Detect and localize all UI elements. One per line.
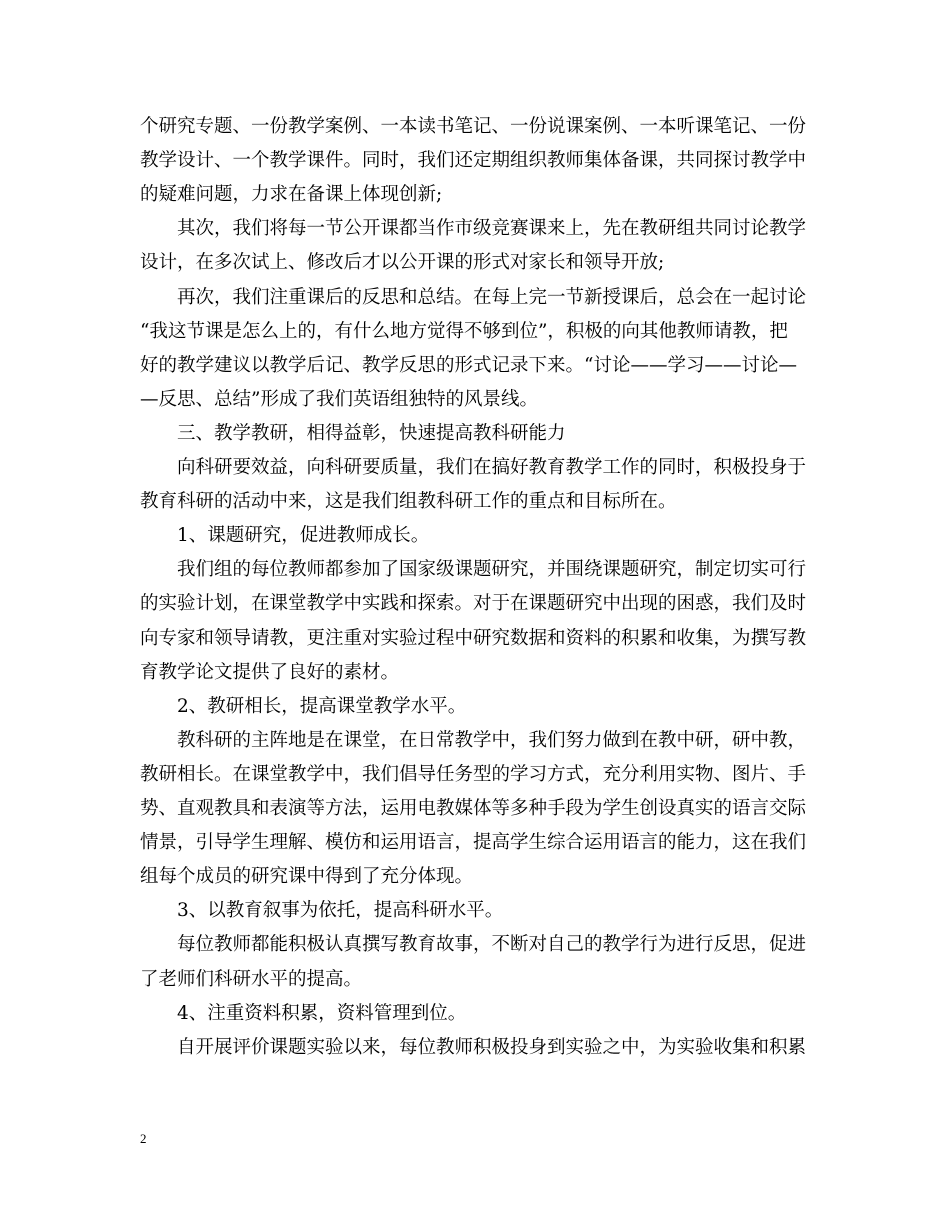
text-line: —反思、总结”形成了我们英语组独特的风景线。 [140, 388, 538, 410]
text-line: 好的教学建议以教学后记、教学反思的形式记录下来。“讨论——学习——讨论— [140, 354, 797, 376]
text-line: 了老师们科研水平的提高。 [140, 968, 363, 990]
text-line: 的疑难问题，力求在备课上体现创新; [140, 184, 443, 206]
text-line: 教学设计、一个教学课件。同时，我们还定期组织教师集体备课，共同探讨教学中 [140, 150, 807, 172]
text-line: 势、直观教具和表演等方法，运用电教媒体等多种手段为学生创设真实的语言交际 [140, 798, 807, 819]
text-line: 1、课题研究，促进教师成长。 [140, 525, 430, 547]
text-line: 4、注重资料积累，资料管理到位。 [140, 1002, 467, 1024]
text-line: 个研究专题、一份教学案例、一本读书笔记、一份说课案例、一本听课笔记、一份 [140, 116, 807, 137]
text-line: 教育科研的活动中来，这是我们组教科研工作的重点和目标所在。 [140, 491, 677, 513]
text-line: 再次，我们注重课后的反思和总结。在每上完一节新授课后，总会在一起讨论 [140, 286, 807, 308]
text-line: 情景，引导学生理解、模仿和运用语言，提高学生综合运用语言的能力，这在我们 [140, 832, 807, 854]
page-number: 2 [140, 1131, 147, 1146]
text-line: 的实验计划，在课堂教学中实践和探索。对于在课题研究中出现的困惑，我们及时 [140, 593, 807, 615]
text-line: 3、以教育叙事为依托，提高科研水平。 [140, 900, 504, 922]
text-line: 教研相长。在课堂教学中，我们倡导任务型的学习方式，充分利用实物、图片、手 [140, 763, 807, 785]
text-line: 自开展评价课题实验以来，每位教师积极投身到实验之中，为实验收集和积累 [140, 1036, 807, 1058]
text-line: 其次，我们将每一节公开课都当作市级竞赛课来上，先在教研组共同讨论教学 [140, 218, 807, 240]
text-line: 教科研的主阵地是在课堂，在日常教学中，我们努力做到在教中研，研中教， [140, 729, 807, 751]
text-line: “我这节课是怎么上的，有什么地方觉得不够到位”，积极的向其他教师请教，把 [140, 320, 788, 342]
text-line: 每位教师都能积极认真撰写教育故事，不断对自己的教学行为进行反思，促进 [140, 934, 807, 956]
text-line: 设计，在多次试上、修改后才以公开课的形式对家长和领导开放; [140, 252, 665, 274]
text-line: 向专家和领导请教，更注重对实验过程中研究数据和资料的积累和收集，为撰写教 [140, 627, 807, 649]
text-line: 育教学论文提供了良好的素材。 [140, 661, 400, 683]
text-line: 三、教学教研，相得益彰，快速提高教科研能力 [140, 422, 566, 444]
text-line: 我们组的每位教师都参加了国家级课题研究，并围绕课题研究，制定切实可行 [140, 559, 807, 581]
text-line: 组每个成员的研究课中得到了充分体现。 [140, 866, 474, 888]
text-line: 2、教研相长，提高课堂教学水平。 [140, 695, 467, 717]
text-line: 向科研要效益，向科研要质量，我们在搞好教育教学工作的同时，积极投身于 [140, 457, 807, 478]
